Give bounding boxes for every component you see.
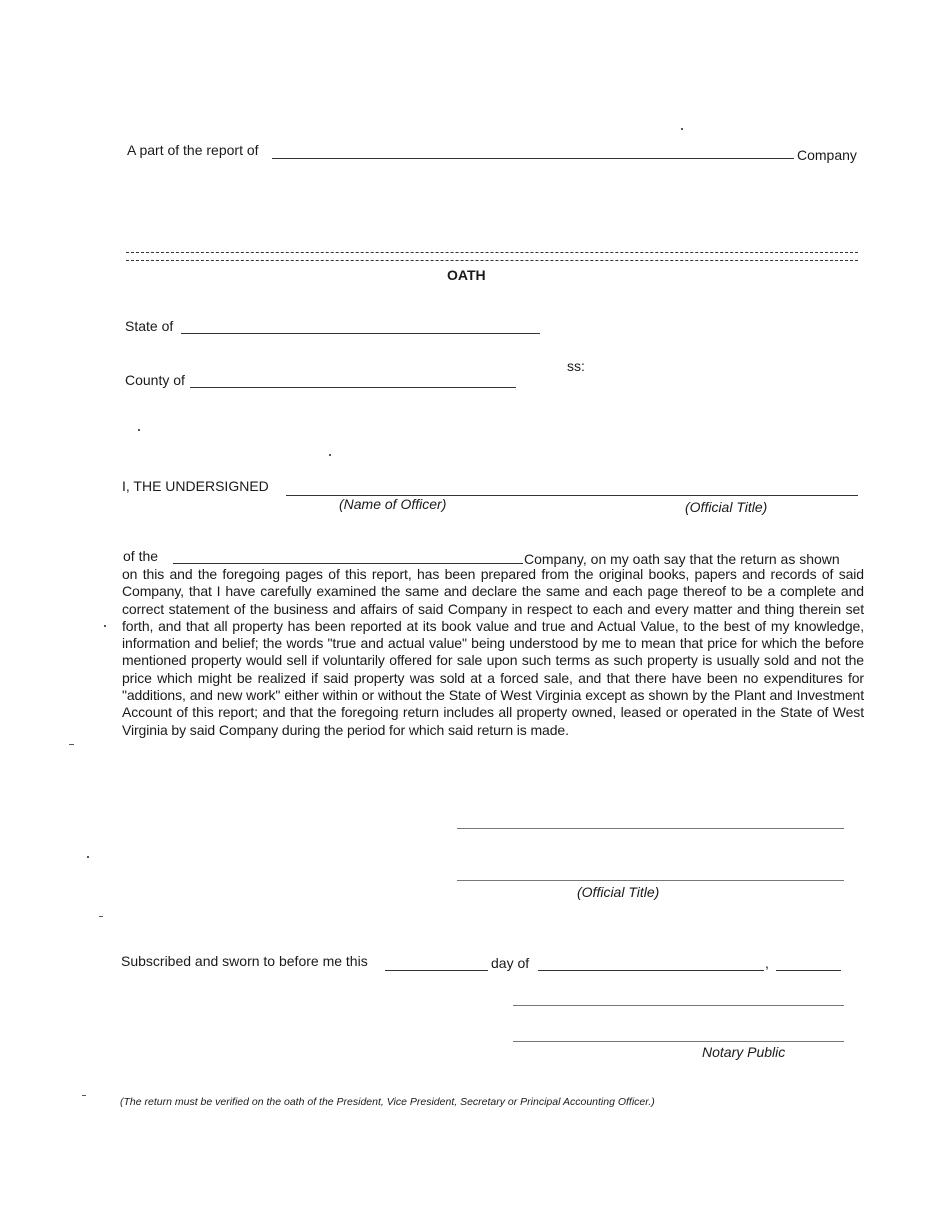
county-label: County of — [125, 372, 185, 388]
scan-speck — [138, 429, 140, 431]
ss-label: ss: — [567, 358, 585, 374]
name-of-officer-caption: (Name of Officer) — [339, 496, 447, 512]
scan-speck — [99, 916, 103, 917]
date-comma: , — [765, 955, 769, 971]
oath-title: OATH — [447, 267, 486, 283]
company-suffix-label: Company — [797, 147, 857, 163]
year-blank[interactable] — [776, 970, 841, 971]
day-of-label: day of — [491, 955, 530, 971]
month-blank[interactable] — [538, 970, 764, 971]
scan-speck — [69, 744, 74, 745]
scan-speck — [329, 454, 331, 456]
notary-signature-blank[interactable] — [513, 1005, 844, 1006]
county-blank[interactable] — [190, 387, 516, 388]
signature-official-title-blank[interactable] — [457, 880, 844, 881]
footnote: (The return must be verified on the oath of the President, Vice President, Secretary or Principal Accounting Officer.) — [120, 1096, 655, 1108]
signature-blank[interactable] — [457, 828, 844, 829]
day-blank[interactable] — [385, 970, 488, 971]
of-the-label: of the — [123, 548, 159, 564]
company-name-blank[interactable] — [272, 158, 794, 159]
scan-speck — [82, 1095, 86, 1096]
scan-speck — [104, 625, 106, 627]
subscribed-label: Subscribed and sworn to before me this — [121, 953, 368, 969]
notary-name-blank[interactable] — [513, 1041, 844, 1042]
signature-official-title-caption: (Official Title) — [577, 884, 660, 900]
official-title-caption: (Official Title) — [685, 499, 768, 515]
state-label: State of — [125, 318, 174, 334]
undersigned-label: I, THE UNDERSIGNED — [122, 478, 269, 494]
notary-public-caption: Notary Public — [702, 1044, 786, 1060]
scan-speck — [681, 128, 683, 130]
company-continuation-text: Company, on my oath say that the return as shown — [524, 551, 840, 567]
separator-rule — [126, 252, 858, 261]
report-prefix-label: A part of the report of — [127, 142, 259, 158]
scan-speck — [87, 856, 89, 858]
oath-statement-paragraph: on this and the foregoing pages of this report, has been prepared from the original books, papers and records of said Company, that I have carefully examined the same and declare the same and each page thereof to be a complete and correct statement of the business and affairs of said Company in respect to each and every matter and thing therein set forth, and that all property has been reported at its book value and true and Actual Value, to the best of my knowledge, information and belief; the words "true and actual value" being understood by me to mean that price for which the before mentioned property would sell if voluntarily offered for sale upon such terms as such property is usually sold and not the price which might be realized if said property was sold at a forced sale, and that there have been no expenditures for "additions, and new work" either within or without the State of West Virginia except as shown by the Plant and Investment Account of this report; and that the foregoing return includes all property owned, leased or operated in the State of West Virginia by said Company during the period for which said return is made. — [122, 566, 864, 738]
company-blank[interactable] — [173, 563, 523, 564]
state-blank[interactable] — [181, 333, 540, 334]
